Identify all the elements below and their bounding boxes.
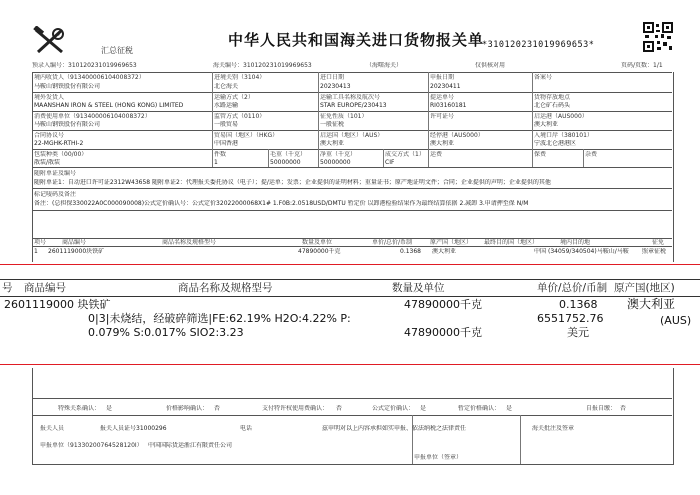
shipper-label: 境外发货人 <box>34 94 65 101</box>
deal-mode-label: 成交方式（1） <box>385 151 425 158</box>
price-impact-label: 价格影响确认： <box>166 405 209 412</box>
zoom-spec-line-2: 0.079% S:0.017% SIO2:3.23 <box>88 326 244 339</box>
zoom-bottom-red-line <box>0 364 700 365</box>
goods-col-destination: 境内目的地 <box>560 239 591 246</box>
goods-col-tax: 征免 <box>652 239 665 246</box>
declaring-unit-value: 中国国际货运浙江有限责任公司 <box>148 442 233 449</box>
goods-row-origin: 澳大利亚 <box>432 248 457 255</box>
zoom-col-item: 号 <box>2 282 13 294</box>
goods-row-code: 2601119000块铁矿 <box>48 248 105 255</box>
check-only-label: 仅供核对用 <box>475 62 506 69</box>
declare-date-value: 20230411 <box>430 83 461 90</box>
self-pay-label: 自报自缴： <box>586 405 617 412</box>
customs-emblem <box>32 26 68 54</box>
provisional-price-value: 是 <box>506 405 513 412</box>
entry-place-label: 入境口岸（380101） <box>534 132 593 139</box>
cargo-place-label: 货物存放地点 <box>534 94 571 101</box>
zoom-currency: 美元 <box>567 326 589 339</box>
goods-col-qty: 数量及单位 <box>302 239 333 246</box>
tax-nature-label: 征免性质（101） <box>320 113 368 120</box>
zoom-header-rule-top <box>0 279 700 280</box>
departure-port-label: 启运港（AUS000） <box>534 113 588 120</box>
zoom-col-qty: 数量及单位 <box>392 282 445 294</box>
origin-country-label: 启运国（地区）（AUS） <box>320 132 384 139</box>
declaring-unit-label: 申报单位（91330200764528120I） <box>40 442 143 449</box>
goods-col-origin: 原产国（地区） <box>430 239 473 246</box>
goods-row-price: 0.1368 <box>400 248 421 255</box>
declarant-cert: 报关人员证号31000296 <box>100 425 167 432</box>
goods-col-price: 单价/总价/币制 <box>372 239 413 246</box>
deal-mode-value: CIF <box>385 159 395 166</box>
zoom-total-price: 6551752.76 <box>537 312 604 325</box>
entry-port-label: 进境关别（3104） <box>214 74 266 81</box>
goods-row-tax: 照章征税 <box>642 248 667 255</box>
formula-price-label: 公式定价确认： <box>372 405 415 412</box>
import-date-label: 进口日期 <box>320 74 345 81</box>
supervision-label: 监管方式（0110） <box>214 113 266 120</box>
special-relation-label: 特殊关系确认： <box>58 405 101 412</box>
gross-weight-label: 毛重（千克） <box>270 151 307 158</box>
zoom-col-price: 单价/总价/币制 <box>537 282 608 294</box>
net-weight-label: 净重（千克） <box>320 151 357 158</box>
contract-label: 合同协议号 <box>34 132 65 139</box>
form-bottom-border <box>32 368 674 465</box>
summary-tax-label: 汇总征税 <box>101 46 133 55</box>
supervision-value: 一般贸易 <box>214 121 239 128</box>
tax-nature-value: 一般征税 <box>320 121 345 128</box>
royalty-label: 支付特许权使用费确认： <box>262 405 329 412</box>
declaring-unit-seal: 申报单位（签章） <box>414 454 463 461</box>
entry-place-value: 宁波北仑港港区 <box>534 140 577 147</box>
zoom-col-origin: 原产国(地区) <box>614 282 675 294</box>
transit-port-label: 经停港（AUS000） <box>430 132 484 139</box>
marks-text: 备注：(总担保330022A0C000090008)公式定价确认号：公式定价32022000068X1# 1.F0B:2.0518USD/DMTU 暂定价 以卸港检验结果作为最终结算依据 2.减卸 3.申请押至保 N/M <box>34 200 529 207</box>
page-title: 中华人民共和国海关进口货物报关单 <box>228 31 485 49</box>
zoom-unit-price: 0.1368 <box>559 298 598 311</box>
goods-col-name: 商品名称及规格型号 <box>162 239 217 246</box>
zoom-qty-2: 47890000千克 <box>404 326 482 339</box>
goods-col-final-country: 最终目的国（地区） <box>484 239 539 246</box>
zoom-top-red-line <box>0 264 700 265</box>
zoom-code-name: 2601119000 块铁矿 <box>4 298 111 311</box>
insurance-label: 保费 <box>534 151 547 158</box>
customs-name: （海曙海关） <box>366 62 403 69</box>
marks-label: 标记唛码及备注 <box>34 191 77 198</box>
transit-port-value: 澳大利亚 <box>430 140 455 147</box>
documents-text: 随附单证1：自动进口许可证2312W43658 随附单证2：代理报关委托协议（电子）；提/运单；发票；企业提供的证明材料；重量证书；原产地证明文件；合同；企业提供的声明；企业提供的其他 <box>34 179 551 186</box>
vessel-value: STAR EUROPE/230413 <box>320 102 387 109</box>
entry-port-value: 北仑海关 <box>214 83 239 90</box>
zoom-col-name: 商品名称及规格型号 <box>178 282 273 294</box>
net-weight-value: 50000000 <box>320 159 351 166</box>
trade-country-value: 中国香港 <box>214 140 239 147</box>
zoom-header-rule-bottom <box>0 296 700 297</box>
zoom-origin: 澳大利亚 <box>627 297 676 311</box>
customs-number: 海关编号：310120231019969653 <box>213 62 312 69</box>
record-no-label: 备案号 <box>534 74 553 81</box>
qr-code-icon <box>643 22 673 52</box>
license-label: 许可证号 <box>430 113 455 120</box>
documents-label: 随附单证及编号 <box>34 170 77 177</box>
barcode-number: *310120231019969653* <box>482 40 595 50</box>
zoom-origin-code: (AUS) <box>660 314 692 327</box>
goods-row-destination: (34059/340504)马鞍山/马鞍 <box>548 248 629 255</box>
pieces-label: 件数 <box>214 151 227 158</box>
phone-label: 电话 <box>240 425 253 432</box>
origin-country-value: 澳大利亚 <box>320 140 345 147</box>
goods-col-item: 项号 <box>34 239 47 246</box>
special-relation-value: 是 <box>106 405 113 412</box>
gross-weight-value: 50000000 <box>270 159 301 166</box>
declarant-label: 报关人员 <box>40 425 65 432</box>
zoom-qty-1: 47890000千克 <box>404 298 482 311</box>
qr-code <box>643 22 673 52</box>
formula-price-value: 是 <box>420 405 427 412</box>
royalty-value: 否 <box>336 405 343 412</box>
zoom-col-code: 商品编号 <box>24 282 66 294</box>
provisional-price-label: 暂定价格确认： <box>458 405 501 412</box>
goods-col-code: 商品编号 <box>62 239 87 246</box>
customs-emblem-icon <box>32 26 68 54</box>
pieces-value: 1 <box>214 159 218 166</box>
transport-mode-value: 水路运输 <box>214 102 239 109</box>
customs-remark-label: 海关批注及签章 <box>532 425 575 432</box>
page-counter: 页码/页数：1/1 <box>621 62 663 69</box>
consignee-value: 马鞍山钢铁股份有限公司 <box>34 83 101 90</box>
other-fee-label: 杂费 <box>585 151 598 158</box>
bl-value: RI03160181 <box>430 102 467 109</box>
goods-row-final-country: 中国 <box>534 248 547 255</box>
transport-mode-label: 运输方式（2） <box>214 94 254 101</box>
consumer-label: 消费使用单位（913400006104008372） <box>34 113 151 120</box>
shipper-value: MAANSHAN IRON & STEEL (HONG KONG) LIMITED <box>34 102 184 109</box>
pre-entry-number: 预录入编号：310120231019969653 <box>32 62 137 69</box>
consignee-label: 境内收货人（913400006104008372） <box>34 74 145 81</box>
bl-label: 提运单号 <box>430 94 455 101</box>
departure-port-value: 澳大利亚 <box>534 121 559 128</box>
import-date-value: 20230413 <box>320 83 351 90</box>
goods-row-qty: 47890000千克 <box>298 248 341 255</box>
trade-country-label: 贸易国（地区）（HKG） <box>214 132 279 139</box>
contract-value: 22-MGHK-RTHI-2 <box>34 140 84 147</box>
freight-label: 运费 <box>430 151 443 158</box>
package-value: 散装/散装 <box>34 159 61 166</box>
package-label: 包装种类（00/00） <box>34 151 88 158</box>
consumer-value: 马鞍山钢铁股份有限公司 <box>34 121 101 128</box>
vessel-label: 运输工具名称及航次号 <box>320 94 381 101</box>
zoom-spec-line-1: 0|3|未烧结，经破碎筛选|FE:62.19% H2O:4.22% P: <box>88 312 351 325</box>
price-impact-value: 否 <box>214 405 221 412</box>
self-pay-value: 否 <box>620 405 627 412</box>
goods-row-item: 1 <box>34 248 38 255</box>
legal-statement: 兹申明对以上内容承担如实申报、依法纳税之法律责任 <box>322 425 467 432</box>
declare-date-label: 申报日期 <box>430 74 455 81</box>
cargo-place-value: 北仑矿石码头 <box>534 102 571 109</box>
